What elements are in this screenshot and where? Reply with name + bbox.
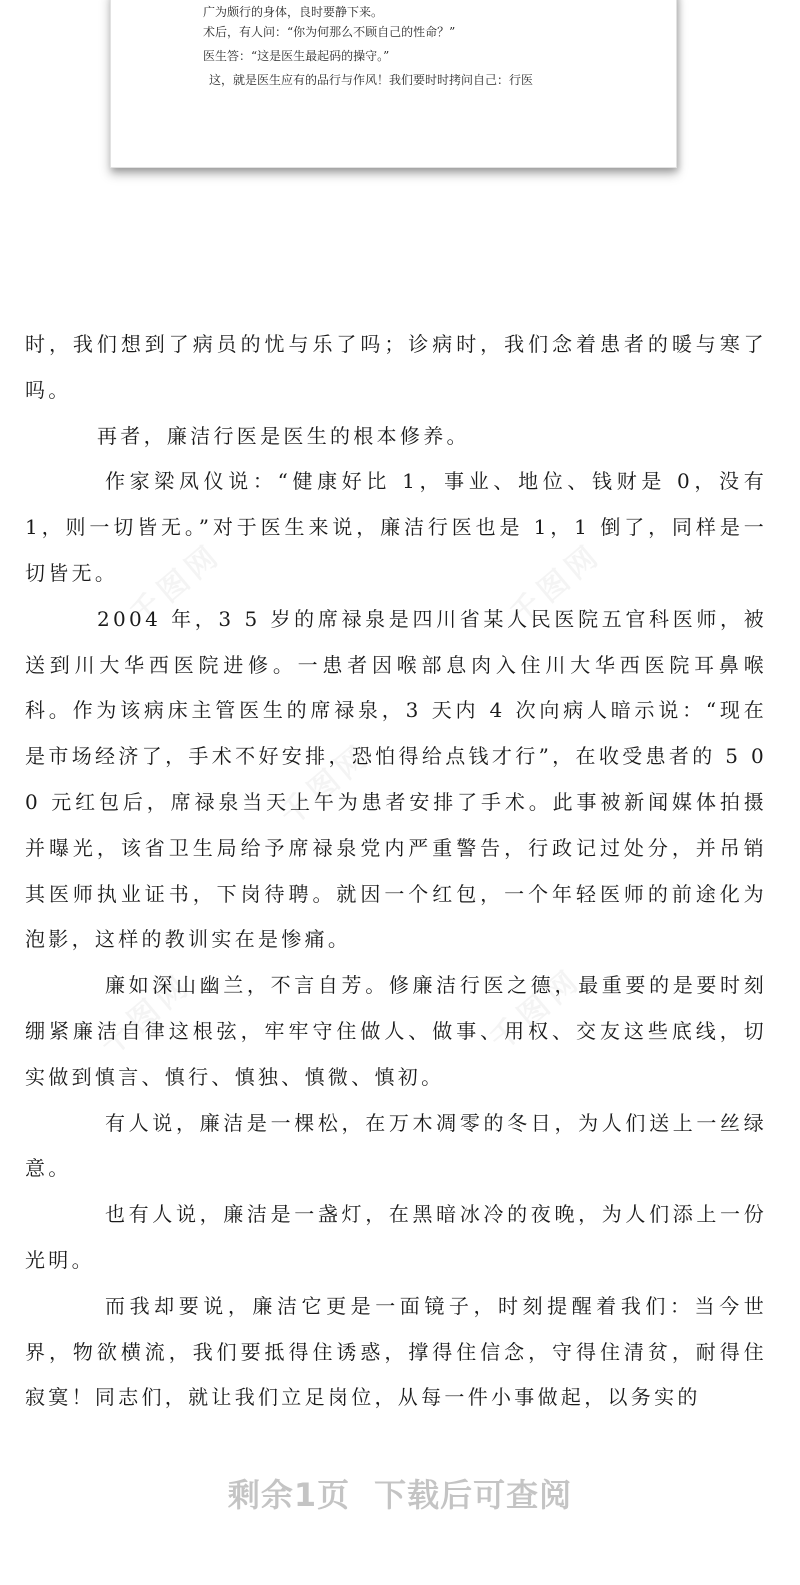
preview-line: 这，就是医生应有的品行与作风！我们要时时拷问自己：行医 xyxy=(209,73,534,87)
paragraph: 2004 年，3 5 岁的席禄泉是四川省某人民医院五官科医师，被送到川大华西医院进修。一患者因喉部息肉入住川大华西医院耳鼻喉科。作为该病床主管医生的席禄泉，3 天内 4 次向病人暗示说：“现在是市场经济了，手术不好安排，恐怕得给点钱才行”，在收受患者的 5 0 0 元红包后，席禄泉当天上午为患者安排了手术。此事被新闻媒体拍摄并曝光，该省卫生局给予席禄泉党内严重警告，行政记过处分，并吊销其医师执业证书，下岗待聘。就因一个红包，一个年轻医师的前途化为泡影，这样的教训实在是惨痛。 xyxy=(25,606,767,952)
document-preview-card xyxy=(110,0,677,168)
preview-line: 广为颇行的身体，良时要静下来。 xyxy=(203,5,384,19)
download-prompt[interactable] xyxy=(0,1470,800,1516)
article-body xyxy=(25,322,767,1421)
preview-line: 术后，有人问：“你为何那么不顾自己的性命？” xyxy=(203,25,456,39)
download-hint-label: 下载后可查阅 xyxy=(374,1476,573,1514)
paragraph: 廉如深山幽兰，不言自芳。修廉洁行医之德，最重要的是要时刻绷紧廉洁自律这根弦，牢牢守住做人、做事、用权、交友这些底线，切实做到慎言、慎行、慎独、慎微、慎初。 xyxy=(25,973,767,1089)
paragraph: 作家梁凤仪说：“健康好比 1，事业、地位、钱财是 0，没有 1，则一切皆无。”对于医生来说，廉洁行医也是 1，1 倒了，同样是一切皆无。 xyxy=(25,469,767,585)
paragraph: 有人说，廉洁是一棵松，在万木凋零的冬日，为人们送上一丝绿意。 xyxy=(25,1110,767,1181)
paragraph: 时，我们想到了病员的忧与乐了吗；诊病时，我们念着患者的暖与寒了吗。 xyxy=(25,332,767,402)
preview-line: 医生答：“这是医生最起码的操守。” xyxy=(203,49,390,63)
paragraph: 再者，廉洁行医是医生的根本修养。 xyxy=(97,423,470,448)
paragraph: 而我却要说，廉洁它更是一面镜子，时刻提醒着我们：当今世界，物欲横流，我们要抵得住诱惑，撑得住信念，守得住清贫，耐得住寂寞！同志们，就让我们立足岗位，从每一件小事做起，以务实的 xyxy=(25,1293,767,1410)
paragraph: 也有人说，廉洁是一盏灯，在黑暗冰冷的夜晚，为人们添上一份光明。 xyxy=(25,1202,767,1272)
remaining-pages-label: 剩余1页 xyxy=(227,1476,351,1514)
